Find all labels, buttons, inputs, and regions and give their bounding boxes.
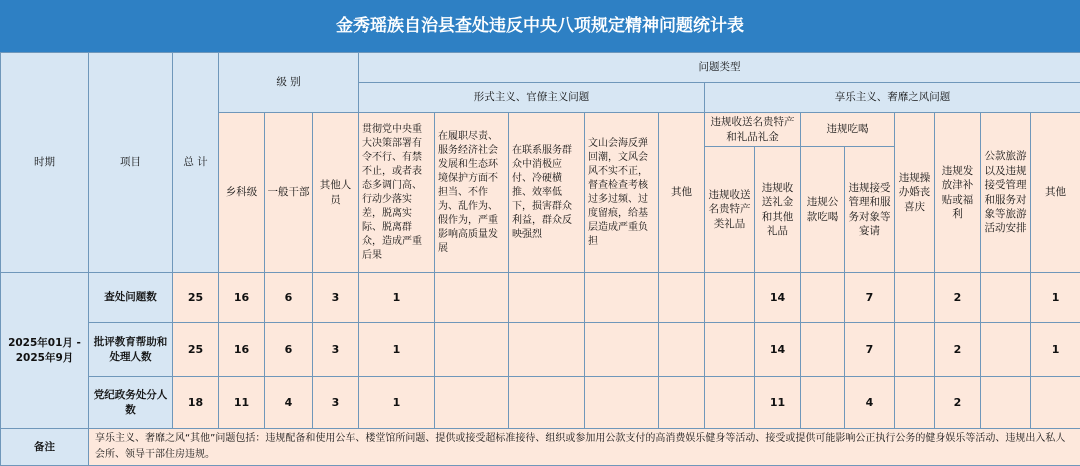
header-level-general-cadre: 一般干部 (265, 113, 313, 273)
header-problem-type: 问题类型 (359, 53, 1080, 83)
formalism-cell (585, 273, 659, 323)
formalism-cell: 1 (359, 377, 435, 429)
header-level-other: 其他人员 (313, 113, 359, 273)
hedonism-cell: 2 (935, 273, 981, 323)
header-item: 项目 (89, 53, 173, 273)
hedonism-cell (895, 323, 935, 377)
table-row (1, 323, 1080, 377)
hedonism-cell (981, 323, 1031, 377)
table-row (1, 377, 1080, 429)
level-cell: 16 (219, 273, 265, 323)
level-cell: 3 (313, 323, 359, 377)
formalism-cell (435, 377, 509, 429)
formalism-cell (585, 377, 659, 429)
table-row (1, 273, 1080, 323)
level-cell: 6 (265, 323, 313, 377)
hedonism-cell: 1 (1031, 273, 1080, 323)
header-formalism-4: 文山会海反弹回潮，文风会风不实不正，督查检查考核过多过频、过度留痕，给基层造成严重负担 (585, 113, 659, 273)
level-cell: 3 (313, 377, 359, 429)
hedonism-cell: 7 (845, 273, 895, 323)
hedonism-cell (981, 377, 1031, 429)
hedonism-cell (895, 377, 935, 429)
hedonism-cell (1031, 377, 1080, 429)
formalism-cell: 1 (359, 323, 435, 377)
header-wedding-funeral: 违规操办婚丧喜庆 (895, 113, 935, 273)
header-formalism: 形式主义、官僚主义问题 (359, 83, 705, 113)
total-cell: 18 (173, 377, 219, 429)
header-formalism-other: 其他 (659, 113, 705, 273)
statistics-table (0, 52, 1080, 466)
formalism-cell (509, 323, 585, 377)
header-gift-cash: 违规收送礼金和其他礼品 (755, 147, 801, 273)
level-cell: 16 (219, 323, 265, 377)
level-cell: 4 (265, 377, 313, 429)
row-label: 党纪政务处分人数 (89, 377, 173, 429)
formalism-cell (585, 323, 659, 377)
hedonism-cell: 1 (1031, 323, 1080, 377)
header-dining-public: 违规公款吃喝 (801, 147, 845, 273)
level-cell: 11 (219, 377, 265, 429)
note-label: 备注 (1, 429, 89, 466)
header-formalism-2: 在履职尽责、服务经济社会发展和生态环境保护方面不担当、不作为、乱作为、假作为，严重影响高质量发展 (435, 113, 509, 273)
formalism-cell (659, 273, 705, 323)
level-cell: 3 (313, 273, 359, 323)
header-subsidy: 违规发放津补贴或福利 (935, 113, 981, 273)
header-level-township: 乡科级 (219, 113, 265, 273)
hedonism-cell: 11 (755, 377, 801, 429)
header-formalism-3: 在联系服务群众中消极应付、冷硬横推、效率低下，损害群众利益，群众反映强烈 (509, 113, 585, 273)
hedonism-cell (801, 273, 845, 323)
header-gift: 违规收送名贵特产和礼品礼金 (705, 113, 801, 147)
header-hedonism: 享乐主义、奢靡之风问题 (705, 83, 1080, 113)
header-dining: 违规吃喝 (801, 113, 895, 147)
level-cell: 6 (265, 273, 313, 323)
formalism-cell (659, 323, 705, 377)
formalism-cell (509, 377, 585, 429)
note-text: 享乐主义、奢靡之风“其他”问题包括：违规配备和使用公车、楼堂馆所问题、提供或接受超标准接待、组织或参加用公款支付的高消费娱乐健身等活动、接受或提供可能影响公正执行公务的健身娱乐等活动、违规出入私人会所、领导干部住房违规。 (89, 429, 1080, 466)
hedonism-cell (705, 377, 755, 429)
hedonism-cell (895, 273, 935, 323)
hedonism-cell (801, 323, 845, 377)
hedonism-cell: 2 (935, 377, 981, 429)
formalism-cell (509, 273, 585, 323)
hedonism-cell: 14 (755, 323, 801, 377)
period-cell: 2025年01月 - 2025年9月 (1, 273, 89, 429)
hedonism-cell: 2 (935, 323, 981, 377)
total-cell: 25 (173, 273, 219, 323)
hedonism-cell: 4 (845, 377, 895, 429)
header-formalism-1: 贯彻党中央重大决策部署有令不行、有禁不止，或者表态多调门高、行动少落实差，脱离实际、脱离群众，造成严重后果 (359, 113, 435, 273)
formalism-cell: 1 (359, 273, 435, 323)
formalism-cell (435, 323, 509, 377)
header-hedonism-other: 其他 (1031, 113, 1080, 273)
hedonism-cell: 14 (755, 273, 801, 323)
note-row (1, 429, 1080, 466)
table-title: 金秀瑶族自治县查处违反中央八项规定精神问题统计表 (0, 0, 1080, 52)
row-label: 查处问题数 (89, 273, 173, 323)
formalism-cell (435, 273, 509, 323)
header-dining-banquet: 违规接受管理和服务对象等宴请 (845, 147, 895, 273)
hedonism-cell (801, 377, 845, 429)
hedonism-cell (981, 273, 1031, 323)
hedonism-cell: 7 (845, 323, 895, 377)
formalism-cell (659, 377, 705, 429)
total-cell: 25 (173, 323, 219, 377)
header-gift-specialty: 违规收送名贵特产类礼品 (705, 147, 755, 273)
hedonism-cell (705, 273, 755, 323)
header-total: 总 计 (173, 53, 219, 273)
hedonism-cell (705, 323, 755, 377)
row-label: 批评教育帮助和处理人数 (89, 323, 173, 377)
header-travel: 公款旅游以及违规接受管理和服务对象等旅游活动安排 (981, 113, 1031, 273)
header-period: 时期 (1, 53, 89, 273)
header-level: 级 别 (219, 53, 359, 113)
